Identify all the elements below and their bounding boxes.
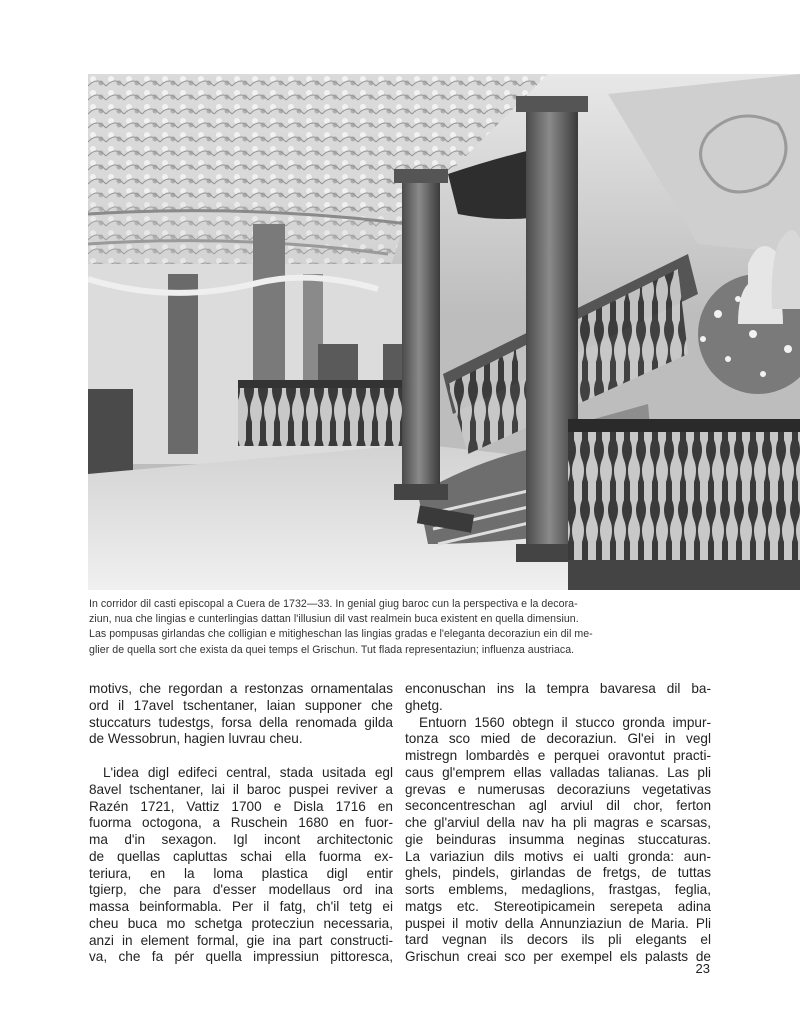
text-line: de Wessobrun, hagien luvrau cheu. <box>89 731 303 747</box>
text-line: puspei il motiv della Annunziaziun de Maria. Pli <box>405 915 711 931</box>
text-line: sorts emblems, medaglions, frastgas, feglia, <box>405 882 711 897</box>
caption-line: In corridor dil casti episcopal a Cuera de 1732—33. In genial giug baroc cun la perspectiva e la decora- <box>89 598 578 610</box>
text-line: motivs, che regordan a restonzas ornamentalas <box>89 681 393 696</box>
text-line: tgierp, che para d'esser modellaus ord ina <box>89 882 393 898</box>
text-line: massa beinformabla. Per il fatg, ch'il tetg ei <box>89 899 393 914</box>
text-column-right <box>405 681 711 966</box>
text-line: ghels, pindels, girlandas de fretgs, de tuttas <box>405 865 711 881</box>
text-line: tard vegnan ils decors ils pli elegants el <box>405 932 711 948</box>
text-line: fuorma octogona, a Ruschein 1680 en fuor- <box>89 815 393 831</box>
caption-line: Las pompusas girlandas che colligian e mitigheschan las lingias gradas e l'eleganta decoraziun ein dil me- <box>89 628 593 641</box>
text-line: gie beinduras insumma neginas stuccaturas. <box>405 831 711 847</box>
text-line: caus gl'emprem ellas valladas talianas. Las pli <box>405 764 711 780</box>
text-line: stuccaturs tudestgs, forsa della renomada gilda <box>89 714 393 730</box>
text-line: che gl'arviul della nav ha pli magras e scarsas, <box>405 815 711 830</box>
text-line: enconuschan ins la tempra bavaresa dil ba- <box>405 681 711 696</box>
text-line: Entuorn 1560 obtegn il stucco gronda impur- <box>419 714 711 730</box>
paragraph <box>405 715 711 966</box>
text-line: de quellas capluttas schai ella fuorma ex- <box>89 848 393 864</box>
text-line: ord il 17avel tschentaner, laian supponer che <box>89 697 393 713</box>
text-line: mistregn lombardès e perquei oravontut practi- <box>405 748 711 763</box>
text-line: ma d'in sexagon. Igl incont architectonic <box>89 832 393 847</box>
page-number: 23 <box>695 961 710 976</box>
caption-line: ziun, nua che lingias e cunterlingias dattan l'illusiun dil vast realmein buca existent en quella dimensiun. <box>89 613 579 626</box>
paragraph <box>89 765 393 966</box>
text-line: va, che fa pér quella impressiun pittoresca, <box>89 949 393 965</box>
photo-caption <box>89 597 794 658</box>
text-line: 8avel tschentaner, lai il baroc puspei reviver a <box>89 781 393 797</box>
text-line: tonza sco mied de decoraziun. Gl'ei in vegl <box>405 731 711 747</box>
text-line: Grischun creai sco per exempel els palasts de <box>405 949 711 964</box>
text-line: ghetg. <box>405 697 443 713</box>
text-line: Razén 1721, Vattiz 1700 e Disla 1716 en <box>89 798 393 814</box>
text-line: cheu buca mo schetga protecziun necessaria, <box>89 915 393 931</box>
text-line: matgs etc. Stereotipicamein serepeta adina <box>405 898 711 914</box>
paragraph <box>89 681 393 748</box>
staircase-illustration <box>88 74 800 590</box>
text-column-left <box>89 681 393 966</box>
text-line: L'idea digl edifeci central, stada usitada egl <box>103 765 393 780</box>
text-line: seconcentreschan agl arviul dil chor, ferton <box>405 798 711 814</box>
text-line: teriura, en la loma plastica digl entir <box>89 865 393 881</box>
staircase-photo <box>88 74 800 590</box>
paragraph <box>405 681 711 715</box>
text-line: grevas e numerusas decoraziuns vegetativas <box>405 781 711 797</box>
text-line: La variaziun dils motivs ei ualti gronda: aun- <box>405 848 711 864</box>
caption-line: glier de quella sort che exista da quei temps el Grischun. Tut flada representaziun; influenza austriaca. <box>89 643 575 656</box>
text-line: anzi in element formal, gie ina part constructi- <box>89 932 393 948</box>
